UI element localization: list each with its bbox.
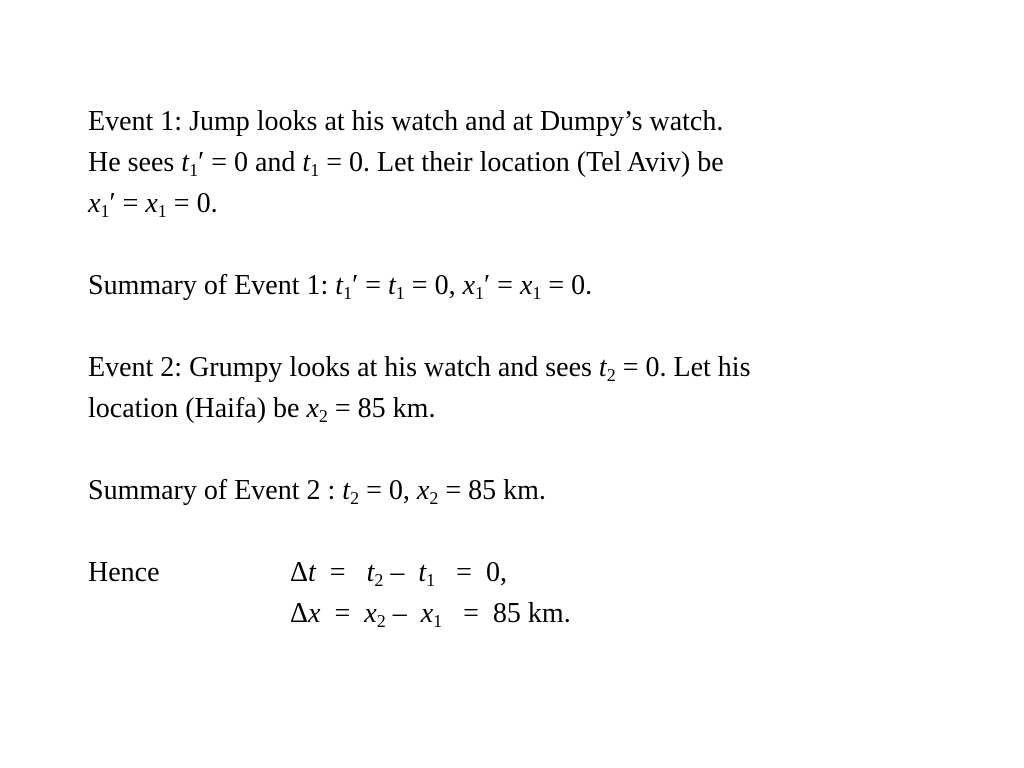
var-t: t [308, 557, 316, 588]
text: = 0, [435, 557, 507, 588]
var-x: x [306, 393, 319, 424]
text: ′ = 0 and [198, 147, 303, 178]
subscript: 1 [310, 160, 320, 180]
subscript: 1 [475, 283, 485, 303]
text: = 0, [359, 475, 417, 506]
text: ′ = [352, 270, 388, 301]
subscript: 2 [429, 488, 439, 508]
hence-text: Hence [88, 557, 160, 588]
event2-line1 [88, 352, 750, 384]
var-t: t [598, 352, 607, 383]
subscript: 1 [426, 570, 436, 590]
event1-line1 [88, 106, 723, 138]
var-x: x [88, 188, 101, 219]
text: = 85 km. [442, 598, 571, 629]
summary1-line [88, 270, 592, 302]
var-x: x [145, 188, 158, 219]
event1-line3 [88, 188, 218, 220]
var-x: x [416, 475, 430, 506]
subscript: 1 [532, 283, 542, 303]
var-t: t [366, 557, 375, 588]
event1-line2 [88, 147, 724, 179]
text: – [383, 557, 419, 588]
var-x: x [308, 598, 321, 629]
subscript: 1 [157, 201, 167, 221]
hence-label [88, 557, 160, 589]
var-t: t [342, 475, 351, 506]
event2-line2 [88, 393, 435, 425]
var-x: x [462, 270, 476, 301]
var-x: x [519, 270, 533, 301]
var-x: x [364, 598, 377, 629]
var-t: t [181, 147, 190, 178]
text: = 85 km. [438, 475, 546, 506]
text: = 85 km. [327, 393, 436, 424]
text: – [385, 598, 421, 629]
subscript: 2 [374, 570, 384, 590]
text: = 0, [404, 270, 463, 301]
subscript: 1 [433, 611, 443, 631]
delta-x-equation [290, 598, 571, 630]
text: Event 2: Grumpy looks at his watch and sees [88, 352, 599, 383]
text: = 0. [541, 270, 593, 301]
text: = 0. Let his [615, 352, 751, 383]
text: = [320, 598, 365, 629]
text: = 0. [166, 188, 218, 219]
text: ′ = [109, 188, 146, 219]
subscript: 2 [606, 365, 616, 385]
event1-text: Event 1: Jump looks at his watch and at Dumpy’s watch. [88, 106, 724, 137]
summary2-line [88, 475, 546, 507]
summary-label: Summary of Event 1: [88, 270, 336, 301]
summary-label: Summary of Event 2 : [88, 475, 343, 506]
var-x: x [420, 598, 434, 629]
subscript: 2 [376, 611, 386, 631]
subscript: 2 [318, 406, 328, 426]
subscript: 2 [350, 488, 360, 508]
text: He sees [88, 147, 182, 178]
var-t: t [388, 270, 396, 301]
var-t: t [418, 557, 427, 588]
subscript: 1 [343, 283, 353, 303]
delta-symbol: Δ [290, 598, 309, 629]
subscript: 1 [100, 201, 110, 221]
text: ′ = [484, 270, 520, 301]
var-t: t [302, 147, 311, 178]
delta-t-equation [290, 557, 507, 589]
subscript: 1 [189, 160, 199, 180]
text: = 0. Let their location (Tel Aviv) be [319, 147, 724, 178]
delta-symbol: Δ [290, 557, 309, 588]
subscript: 1 [395, 283, 405, 303]
text: location (Haifa) be [88, 393, 307, 424]
var-t: t [335, 270, 344, 301]
text: = [315, 557, 367, 588]
